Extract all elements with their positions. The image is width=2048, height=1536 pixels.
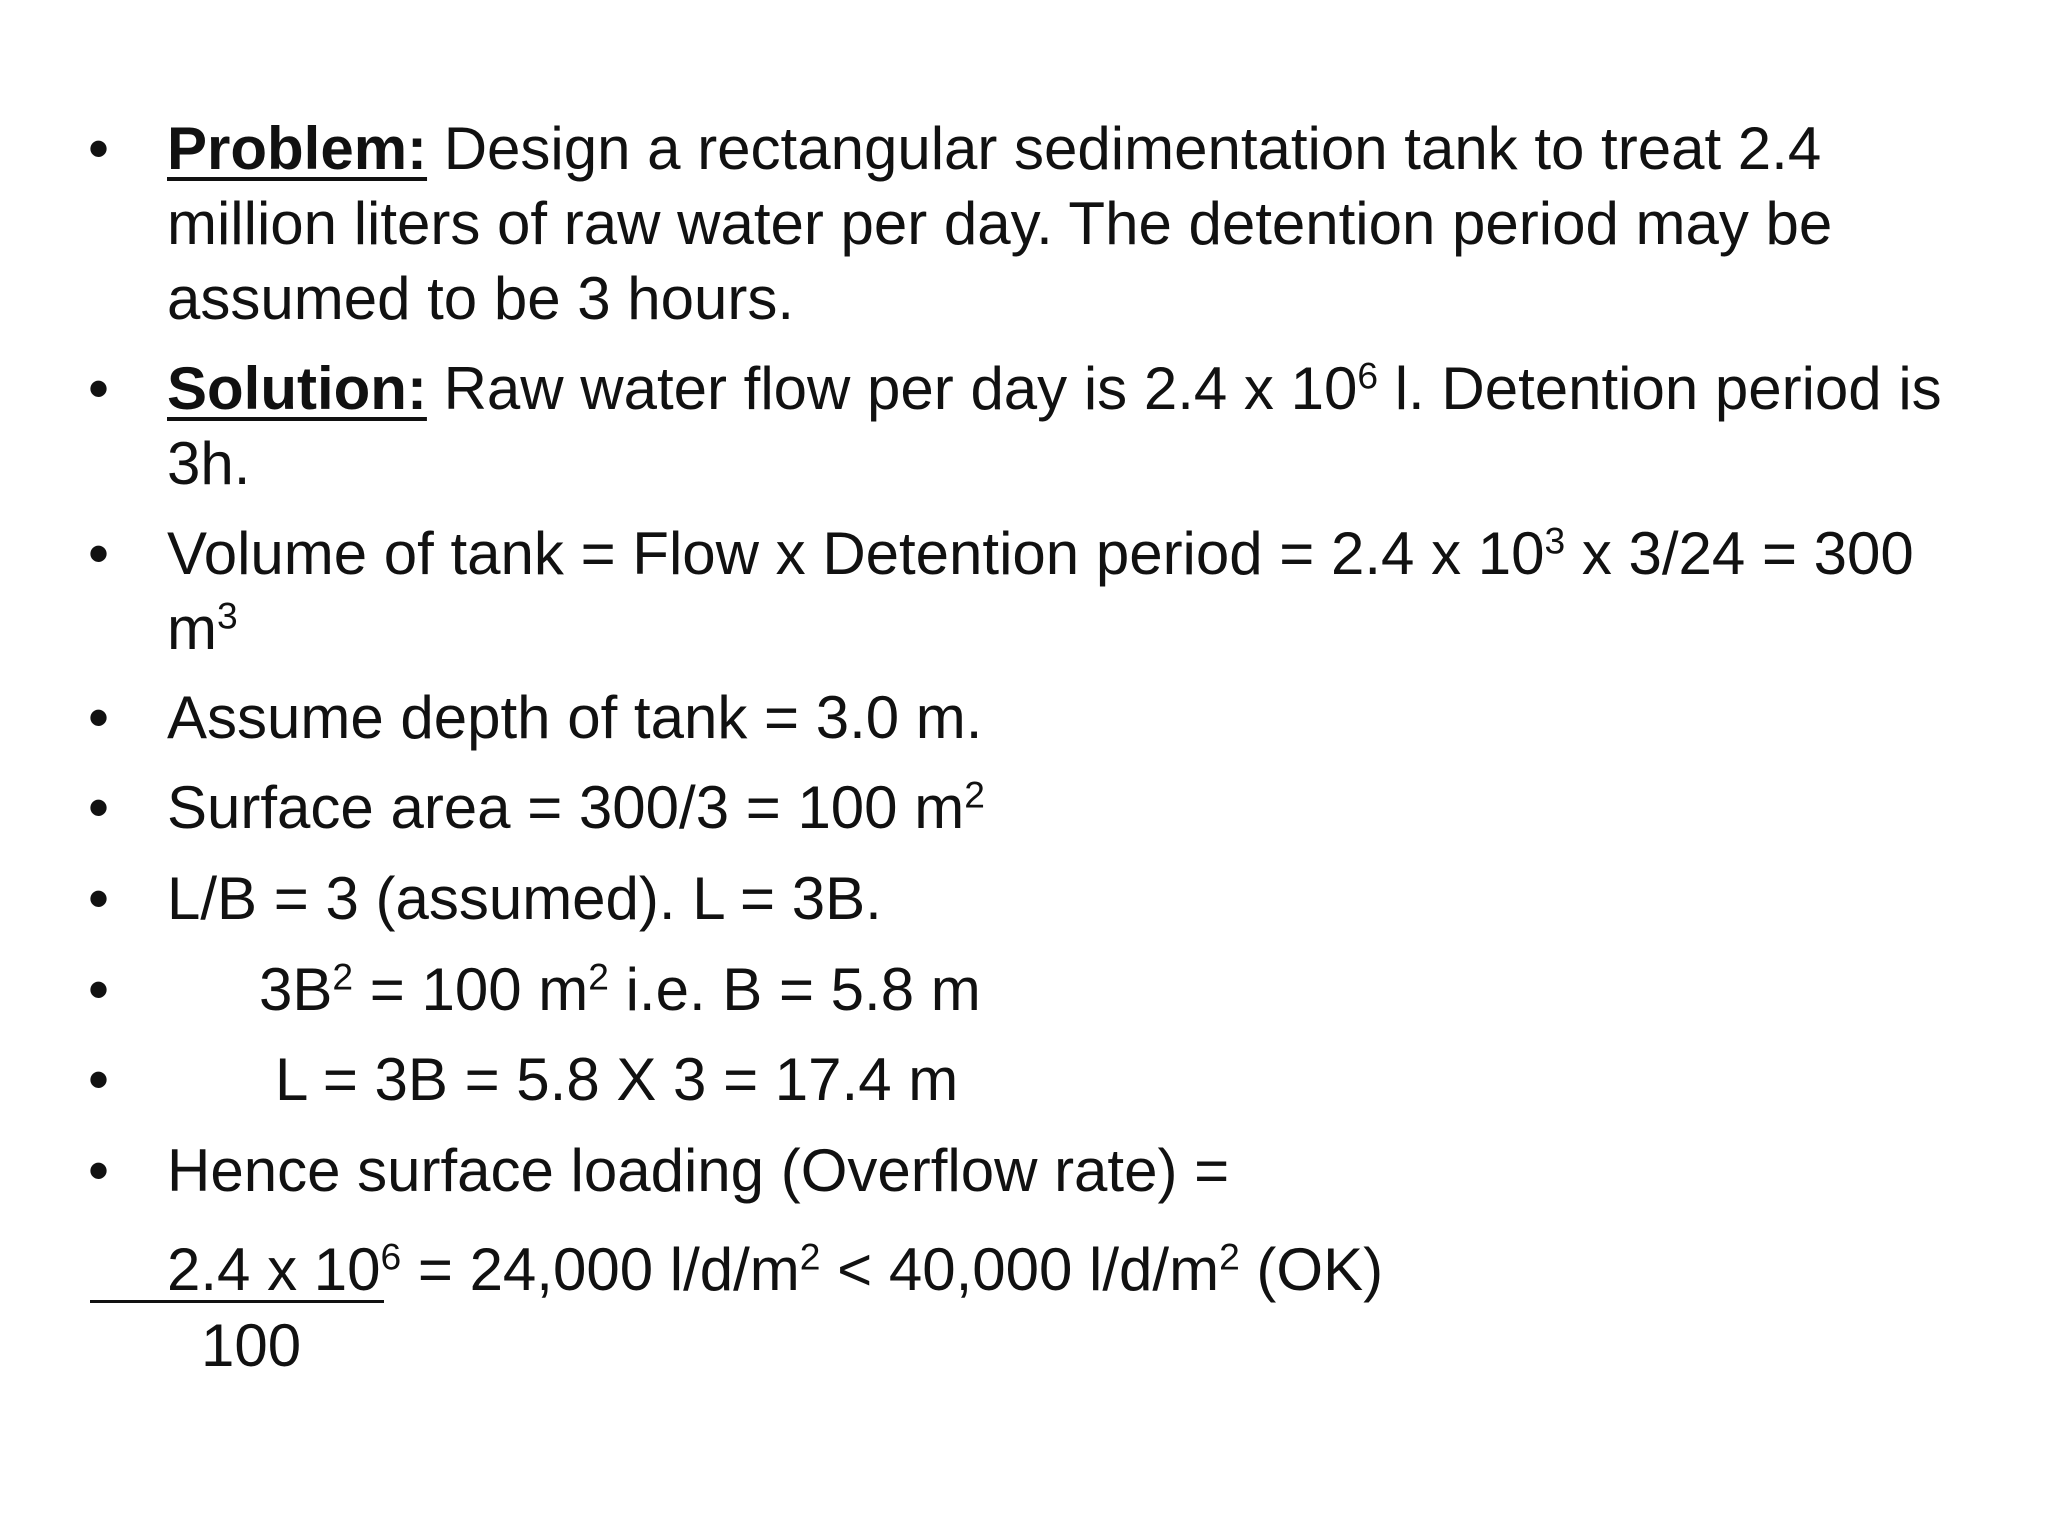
- result-text-c: (OK): [1239, 1236, 1384, 1303]
- fraction-result: [401, 1236, 1383, 1303]
- bullet-icon: •: [88, 956, 110, 1023]
- result-exponent-2: 2: [1219, 1235, 1240, 1278]
- surface-area-text: [167, 770, 1948, 845]
- length-item: [88, 1042, 1948, 1117]
- solution-label: Solution:: [167, 355, 427, 422]
- volume-exponent-1: 3: [1544, 519, 1566, 562]
- breadth-exponent-2: 2: [588, 955, 609, 998]
- problem-text: [167, 111, 1948, 336]
- volume-exponent-2: 3: [216, 594, 238, 637]
- surface-area-item: [88, 770, 1948, 845]
- bullet-icon: •: [88, 774, 110, 841]
- depth-text: Assume depth of tank = 3.0 m.: [167, 684, 983, 751]
- breadth-item: [88, 952, 1948, 1027]
- result-text-a: = 24,000 l/d/m: [401, 1236, 800, 1303]
- bullet-icon: •: [88, 520, 110, 587]
- breadth-text-b: = 100 m: [353, 956, 589, 1023]
- solution-item: [88, 351, 1948, 501]
- surface-area-body: Surface area = 300/3 = 100 m: [167, 774, 965, 841]
- solution-body-a: Raw water flow per day is 2.4 x 10: [426, 355, 1358, 422]
- loading-text: Hence surface loading (Overflow rate) =: [167, 1137, 1230, 1204]
- breadth-text: [167, 952, 1948, 1027]
- overflow-rate-fraction: [90, 1232, 1384, 1379]
- result-text-b: < 40,000 l/d/m: [820, 1236, 1220, 1303]
- bullet-icon: •: [88, 355, 110, 422]
- depth-item: [88, 680, 1948, 755]
- bullet-icon: •: [88, 1137, 110, 1204]
- breadth-text-a: 3B: [259, 956, 333, 1023]
- fraction-numerator: [90, 1232, 401, 1307]
- loading-item: [88, 1133, 1948, 1208]
- problem-item: [88, 111, 1948, 336]
- ratio-text: L/B = 3 (assumed). L = 3B.: [167, 865, 882, 932]
- bullet-icon: •: [88, 865, 110, 932]
- volume-text-b: x 3/24 = 300 m: [167, 520, 1914, 662]
- volume-item: [88, 516, 1948, 666]
- volume-text-a: Volume of tank = Flow x Detention period = 2.4 x 10: [167, 520, 1545, 587]
- bullet-icon: •: [88, 1046, 110, 1113]
- breadth-text-c: i.e. B = 5.8 m: [608, 956, 981, 1023]
- volume-text: [167, 516, 1948, 666]
- solution-body-b: l. Detention period is 3h.: [167, 355, 1942, 497]
- ratio-item: [88, 861, 1948, 936]
- solution-exponent: 6: [1357, 354, 1379, 397]
- bullet-icon: •: [88, 115, 110, 182]
- problem-body: Design a rectangular sedimentation tank to treat 2.4 million liters of raw water per day. The detention period may be assumed to be 3 hours.: [167, 115, 1833, 332]
- length-text: L = 3B = 5.8 X 3 = 17.4 m: [275, 1046, 959, 1113]
- breadth-exponent-1: 2: [332, 955, 354, 998]
- result-exponent-1: 2: [799, 1235, 821, 1278]
- solution-text: [167, 351, 1948, 501]
- problem-label: Problem:: [167, 115, 428, 182]
- bullet-icon: •: [88, 684, 110, 751]
- numerator-exponent: 6: [380, 1235, 402, 1278]
- numerator-text: 2.4 x 10: [167, 1236, 381, 1303]
- fraction-denominator: 100: [201, 1312, 302, 1379]
- surface-area-exponent: 2: [964, 773, 985, 816]
- fraction-bar: [90, 1300, 384, 1303]
